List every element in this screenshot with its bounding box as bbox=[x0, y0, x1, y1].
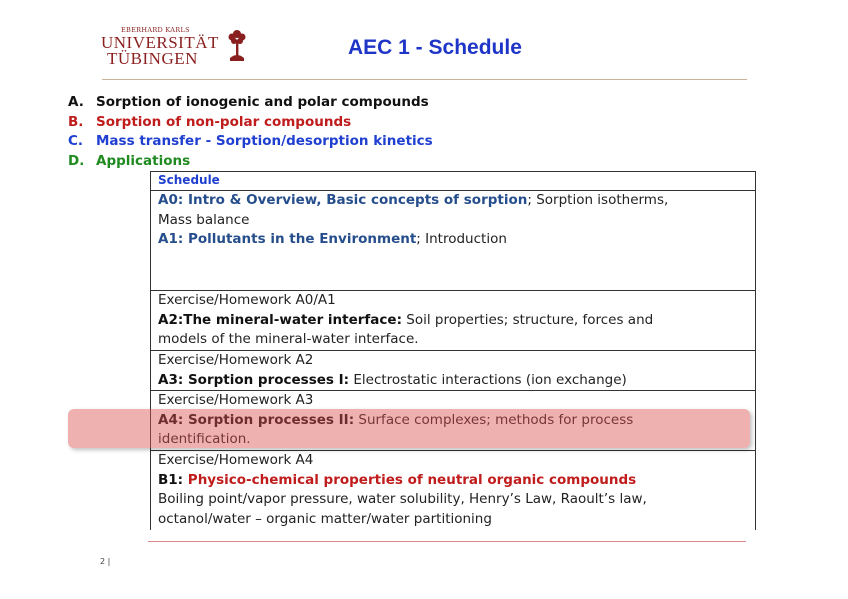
session-title-b1: Physico-chemical properties of neutral organic compounds bbox=[187, 471, 637, 488]
topic-text: Sorption of non-polar compounds bbox=[96, 113, 352, 130]
exercise-label: Exercise/Homework A2 bbox=[158, 352, 314, 368]
table-row bbox=[151, 350, 755, 390]
session-detail: Surface complexes; methods for process bbox=[354, 411, 634, 428]
table-header: Schedule bbox=[151, 171, 755, 190]
row-line: Mass balance bbox=[158, 211, 250, 228]
row-line: Boiling point/vapor pressure, water solubility, Henry’s Law, Raoult’s law, bbox=[158, 491, 647, 507]
table-row bbox=[151, 190, 755, 290]
row-line bbox=[158, 371, 755, 391]
logo-line-1: UNIVERSITÄT bbox=[101, 33, 219, 52]
session-detail: ; Introduction bbox=[416, 231, 507, 247]
topic-letter: D. bbox=[68, 152, 85, 169]
row-line bbox=[158, 471, 755, 491]
session-title-a2: A2:The mineral-water interface: bbox=[158, 311, 402, 328]
logo-line-2: TÜBINGEN bbox=[107, 49, 198, 68]
footer-divider bbox=[148, 541, 746, 542]
session-detail: Soil properties; structure, forces and bbox=[401, 311, 654, 328]
table-row bbox=[151, 290, 755, 350]
session-prefix-b1: B1: bbox=[158, 471, 188, 488]
schedule-table bbox=[150, 171, 756, 530]
topic-letter: C. bbox=[68, 133, 84, 149]
table-row bbox=[151, 390, 755, 450]
row-line: identification. bbox=[158, 431, 251, 447]
row-line: models of the mineral-water interface. bbox=[158, 331, 419, 347]
topic-text: Applications bbox=[96, 152, 191, 169]
topic-c bbox=[68, 132, 433, 152]
exercise-label: Exercise/Homework A4 bbox=[158, 452, 314, 468]
topic-text: Sorption of ionogenic and polar compounds bbox=[96, 94, 429, 110]
page-title: AEC 1 - Schedule bbox=[348, 36, 522, 59]
header-divider bbox=[102, 79, 747, 80]
topic-b bbox=[68, 113, 433, 133]
topic-text: Mass transfer - Sorption/desorption kinetics bbox=[96, 133, 433, 149]
session-title-a4: A4: Sorption processes II: bbox=[158, 411, 355, 428]
row-line bbox=[158, 311, 755, 331]
logo-small-text: EBERHARD KARLS bbox=[121, 26, 190, 34]
tree-seal-icon bbox=[226, 28, 248, 64]
topic-d bbox=[68, 152, 433, 172]
session-detail: Electrostatic interactions (ion exchange) bbox=[349, 371, 627, 388]
topic-a bbox=[68, 93, 433, 113]
row-line bbox=[158, 411, 755, 431]
topic-letter: B. bbox=[68, 113, 84, 130]
row-line bbox=[158, 191, 755, 211]
session-title-a1: A1: Pollutants in the Environment bbox=[158, 231, 417, 247]
university-logo bbox=[101, 26, 261, 68]
session-detail: ; Sorption isotherms, bbox=[527, 192, 669, 208]
exercise-label: Exercise/Homework A0/A1 bbox=[158, 292, 336, 308]
page-number: 2 | bbox=[100, 557, 111, 566]
table-row bbox=[151, 450, 755, 530]
session-title-a3: A3: Sorption processes I: bbox=[158, 371, 350, 388]
session-title-a0: A0: Intro & Overview, Basic concepts of sorption bbox=[158, 192, 528, 208]
row-line bbox=[158, 230, 755, 250]
exercise-label: Exercise/Homework A3 bbox=[158, 392, 314, 408]
topic-list bbox=[68, 93, 433, 171]
row-line: octanol/water – organic matter/water partitioning bbox=[158, 510, 492, 527]
topic-letter: A. bbox=[68, 94, 84, 110]
